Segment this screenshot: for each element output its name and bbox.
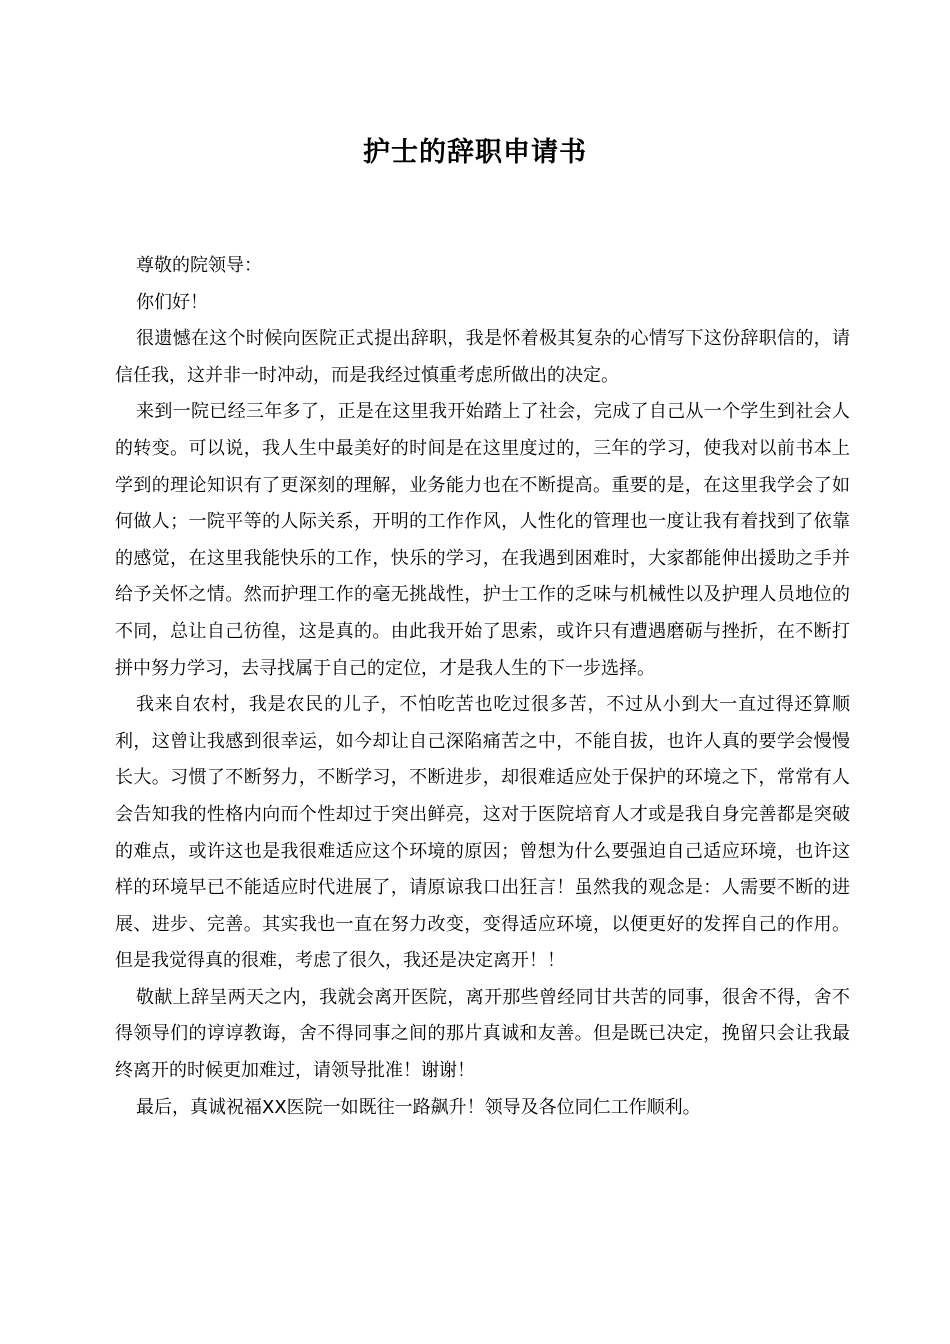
salutation: 尊敬的院领导： bbox=[136, 255, 262, 276]
paragraph: 很遗憾在这个时候向医院正式提出辞职，我是怀着极其复杂的心情写下这份辞职信的，请信任我，这并非一时冲动，而是我经过慎重考虑所做出的决定。 bbox=[115, 328, 850, 386]
paragraph: 最后，真诚祝福XX医院一如既往一路飙升！领导及各位同仁工作顺利。 bbox=[136, 1096, 701, 1118]
paragraph: 我来自农村，我是农民的儿子，不怕吃苦也吃过很多苦，不过从小到大一直过得还算顺利，这曾让我感到很幸运，如今却让自己深陷痛苦之中，不能自拔，也许人真的要学会慢慢长大。习惯了不断努力，不断学习，不断进步，却很难适应处于保护的环境之下，常常有人会告知我的性格内向而个性却过于突出鲜亮，这对于医院培育人才或是我自身完善都是突破的难点，或许这也是我很难适应这个环境的原因；曾想为什么要强迫自己适应环境，也许这样的环境早已不能适应时代进展了，请原谅我口出狂言！虽然我的观念是：人需要不断的进展、进步、完善。其实我也一直在努力改变，变得适应环境，以便更好的发挥自己的作用。但是我觉得真的很难，考虑了很久，我还是决定离开！！ bbox=[115, 694, 850, 972]
paragraph: 来到一院已经三年多了，正是在这里我开始踏上了社会，完成了自己从一个学生到社会人的转变。可以说，我人生中最美好的时间是在这里度过的，三年的学习，使我对以前书本上学到的理论知识有了更深刻的理解，业务能力也在不断提高。重要的是，在这里我学会了如何做人；一院平等的人际关系，开明的工作作风，人性化的管理也一度让我有着找到了依靠的感觉，在这里我能快乐的工作，快乐的学习，在我遇到困难时，大家都能伸出援助之手并给予关怀之情。然而护理工作的毫无挑战性，护士工作的乏味与机械性以及护理人员地位的不同，总让自己彷徨，这是真的。由此我开始了思索，或许只有遭遇磨砺与挫折，在不断打拼中努力学习，去寻找属于自己的定位，才是我人生的下一步选择。 bbox=[115, 401, 850, 679]
greeting: 你们好！ bbox=[136, 291, 208, 313]
document-body bbox=[115, 248, 850, 1126]
paragraph: 敬献上辞呈两天之内，我就会离开医院，离开那些曾经同甘共苦的同事，很舍不得，舍不得领导们的谆谆教诲，舍不得同事之间的那片真诚和友善。但是既已决定，挽留只会让我最终离开的时候更加难过，请领导批准！谢谢！ bbox=[115, 986, 850, 1082]
document-title: 护士的辞职申请书 bbox=[363, 137, 587, 168]
